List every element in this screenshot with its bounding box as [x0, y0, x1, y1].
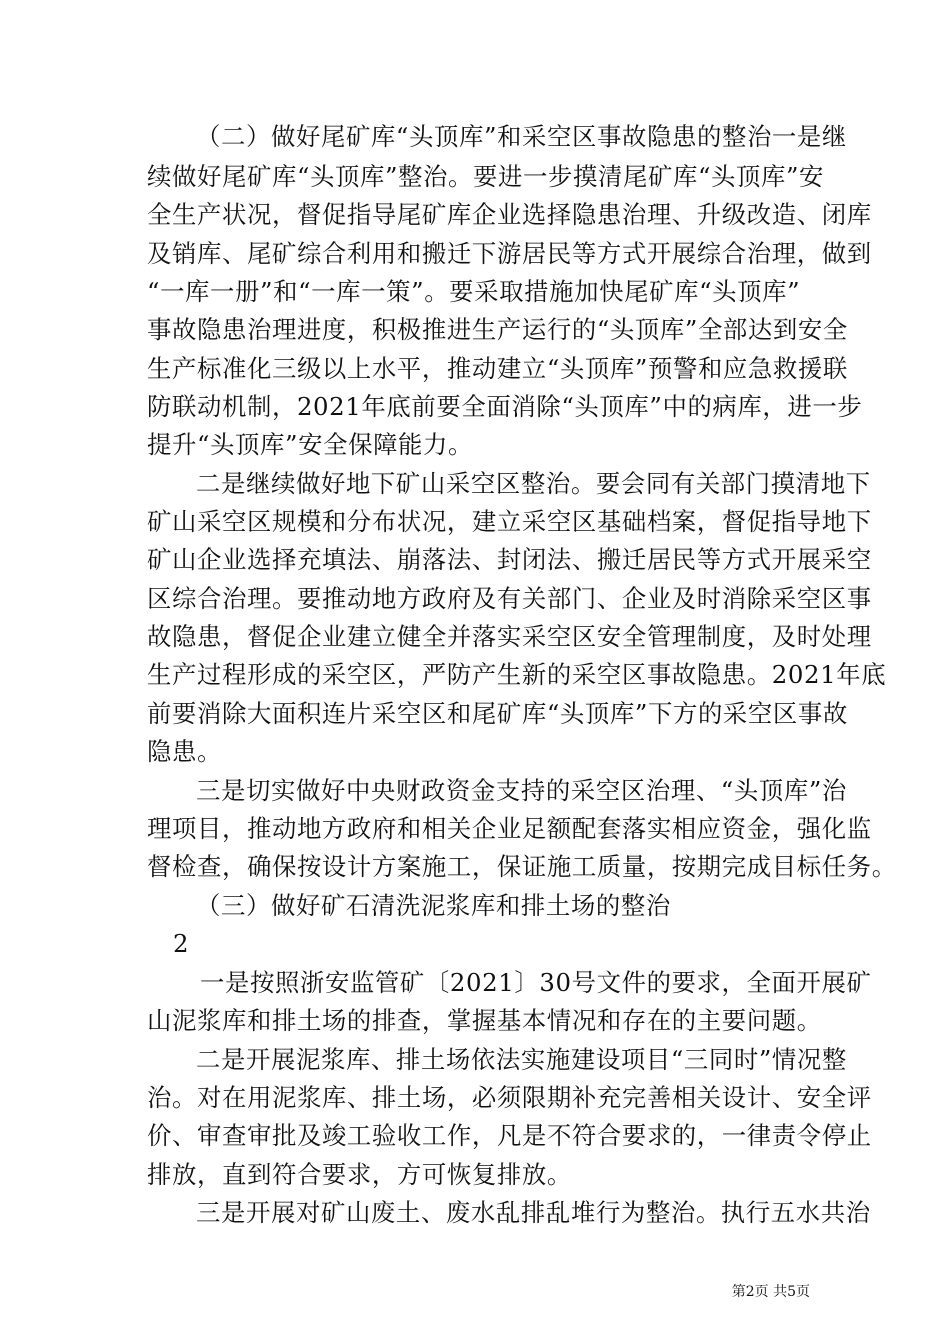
text-line: 矿山采空区规模和分布状况，建立采空区基础档案，督促指导地下: [147, 507, 872, 536]
page-footer: 第2页 共5页: [731, 1284, 810, 1300]
text-line: 三是切实做好中央财政资金支持的采空区治理、“头顶库”治: [196, 776, 847, 805]
text-line: 矿山企业选择充填法、崩落法、封闭法、搬迁居民等方式开展采空: [147, 545, 872, 574]
section-heading: （三）做好矿石清洗泥浆库和排土场的整治: [196, 891, 671, 920]
text-line: 生产标准化三级以上水平，推动建立“头顶库”预警和应急救援联: [147, 354, 848, 383]
text-line: 二是继续做好地下矿山采空区整治。要会同有关部门摸清地下: [196, 469, 871, 498]
text-line: 价、审查审批及竣工验收工作，凡是不符合要求的，一律责令停止: [147, 1121, 872, 1150]
text-line: 全生产状况，督促指导尾矿库企业选择隐患治理、升级改造、闭库: [147, 200, 872, 229]
text-line: 前要消除大面积连片采空区和尾矿库“头顶库”下方的采空区事故: [147, 699, 848, 728]
text-line: 事故隐患治理进度，积极推进生产运行的“头顶库”全部达到安全: [147, 315, 848, 344]
text-line: 防联动机制，2021年底前要全面消除“头顶库”中的病库，进一步: [147, 392, 863, 421]
text-line: 排放，直到符合要求，方可恢复排放。: [147, 1160, 572, 1189]
text-line: 治。对在用泥浆库、排土场，必须限期补充完善相关设计、安全评: [147, 1083, 872, 1112]
text-line: 隐患。: [147, 737, 222, 766]
text-line: 续做好尾矿库“头顶库”整治。要进一步摸清尾矿库“头顶库”安: [147, 162, 825, 191]
text-line: 山泥浆库和排土场的排查，掌握基本情况和存在的主要问题。: [147, 1006, 822, 1035]
text-line: 三是开展对矿山废土、废水乱排乱堆行为整治。执行五水共治: [196, 1198, 871, 1227]
text-line: 二是开展泥浆库、排土场依法实施建设项目“三同时”情况整: [196, 1045, 847, 1074]
text-line: 故隐患，督促企业建立健全并落实采空区安全管理制度，及时处理: [147, 622, 872, 651]
page-number-inline: 2: [173, 929, 190, 958]
text-line: 督检查，确保按设计方案施工，保证施工质量，按期完成目标任务。: [147, 852, 897, 881]
text-line: （二）做好尾矿库“头顶库”和采空区事故隐患的整治一是继: [196, 122, 847, 151]
text-line: “一库一册”和“一库一策”。要采取措施加快尾矿库“头顶库”: [147, 277, 801, 306]
text-line: 提升“头顶库”安全保障能力。: [147, 430, 474, 459]
text-line: 区综合治理。要推动地方政府及有关部门、企业及时消除采空区事: [147, 584, 872, 613]
text-line: 及销库、尾矿综合利用和搬迁下游居民等方式开展综合治理，做到: [147, 239, 872, 268]
text-line: 生产过程形成的采空区，严防产生新的采空区事故隐患。2021年底: [147, 660, 887, 689]
text-line: 一是按照浙安监管矿〔2021〕30号文件的要求，全面开展矿: [200, 968, 872, 997]
text-line: 理项目，推动地方政府和相关企业足额配套落实相应资金，强化监: [147, 814, 872, 843]
